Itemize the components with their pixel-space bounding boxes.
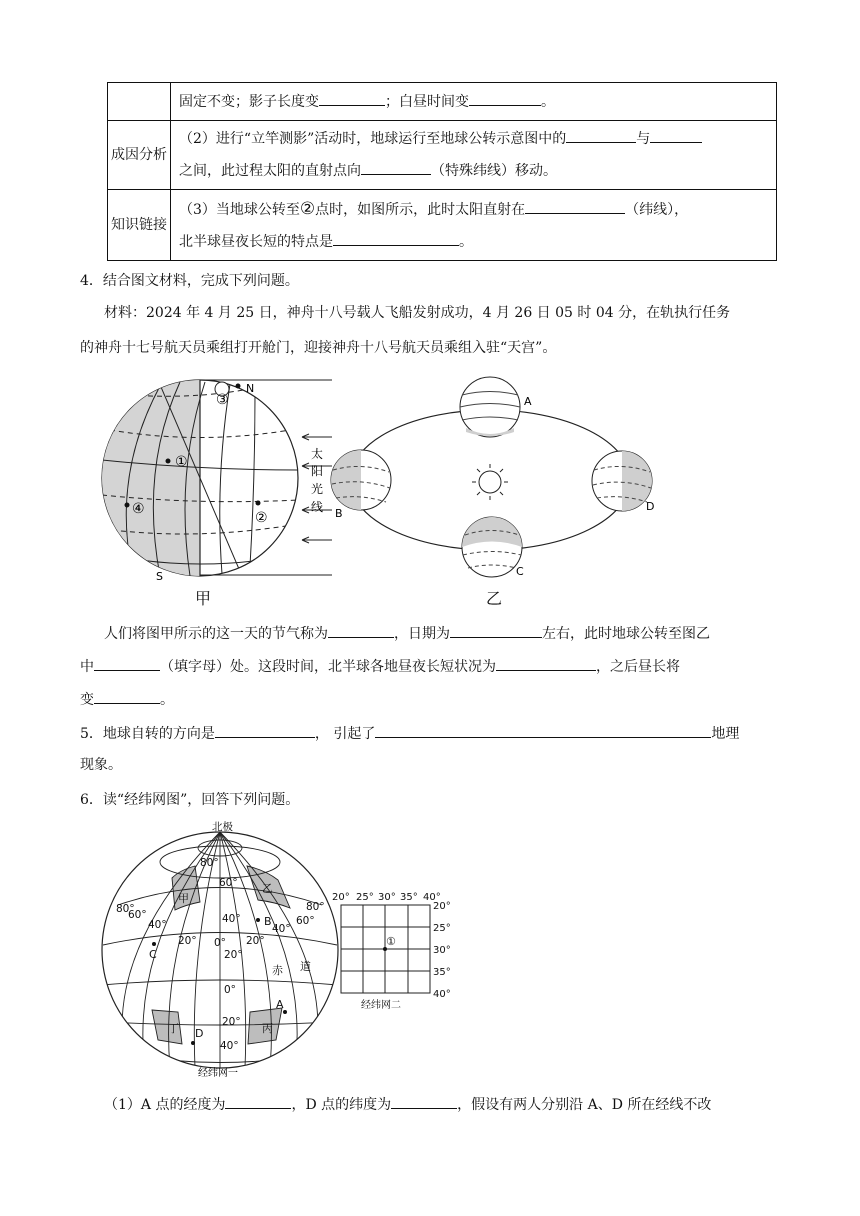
latitude-label: 20° <box>224 949 243 961</box>
text: ，D 点的纬度为 <box>291 1097 392 1113</box>
longitude-label: 35° <box>400 892 418 903</box>
circled-number: ② <box>299 198 316 219</box>
text: 。 <box>541 93 555 110</box>
south-label: S <box>156 570 163 583</box>
sun-icon <box>472 464 508 500</box>
earth-position-b <box>331 450 391 510</box>
latitude-label: 40° <box>220 1040 239 1052</box>
region-yi-label: 乙 <box>262 882 273 895</box>
longitude-label: 20° <box>178 935 197 947</box>
longitude-label: 20° <box>246 935 265 947</box>
sunlight-text: 光 <box>311 482 324 496</box>
text: 。 <box>459 233 473 250</box>
question-4-line <box>80 655 680 677</box>
longitude-label: 25° <box>356 892 374 903</box>
text: 中 <box>80 659 94 675</box>
table-row <box>108 83 777 121</box>
answer-blank[interactable] <box>215 722 315 738</box>
latitude-label: 35° <box>433 967 451 978</box>
position-b-label: B <box>335 507 343 520</box>
text: 左右，此时地球公转至图乙 <box>542 626 710 642</box>
question-6-title: 6．读“经纬网图”，回答下列问题。 <box>80 792 300 808</box>
question-5-line <box>80 722 739 744</box>
text: 与 <box>636 131 651 147</box>
answer-table <box>107 82 777 261</box>
point-1-label: ① <box>386 935 396 948</box>
answer-blank[interactable] <box>525 198 625 214</box>
point-2-label: ② <box>255 510 268 526</box>
region-jia-label: 甲 <box>178 892 189 905</box>
answer-blank[interactable] <box>566 127 636 143</box>
text: （3）当地球公转至 <box>179 201 300 218</box>
question-4-line <box>104 622 710 644</box>
answer-blank[interactable] <box>361 159 431 175</box>
answer-blank[interactable] <box>225 1093 291 1109</box>
figure-jia <box>95 372 340 587</box>
figure-jia-caption: 甲 <box>195 589 212 608</box>
point-d-label: D <box>195 1027 204 1040</box>
text: ，之后昼长将 <box>596 659 680 675</box>
text: 。 <box>160 692 174 708</box>
sunlight-text: 太 <box>311 447 324 461</box>
night-side <box>95 372 200 587</box>
text: （纬线）， <box>625 201 689 218</box>
sunlight-text: 阳 <box>311 464 324 478</box>
answer-blank[interactable] <box>391 1093 457 1109</box>
table-row-content <box>171 190 777 261</box>
longitude-label: 40° <box>272 923 291 935</box>
answer-blank[interactable] <box>650 127 702 143</box>
longitude-label: 0° <box>214 937 226 949</box>
answer-blank[interactable] <box>94 655 160 671</box>
longitude-label: 80° <box>116 903 135 915</box>
text: （填字母）处。这段时间，北半球各地昼夜长短状况为 <box>160 659 496 675</box>
text: ， 引起了 <box>314 726 376 742</box>
text: 地理 <box>711 726 740 742</box>
point-4-label: ④ <box>132 501 145 517</box>
answer-blank[interactable] <box>450 622 542 638</box>
answer-blank[interactable] <box>496 655 596 671</box>
text: 变 <box>80 692 94 708</box>
text: 之间，此过程太阳的直射点向 <box>179 163 361 179</box>
longitude-label: 20° <box>332 892 350 903</box>
latitude-label: 25° <box>433 923 451 934</box>
longitude-label: 40° <box>148 919 167 931</box>
lat-long-map-1 <box>96 818 346 1080</box>
table-row-label: 成因分析 <box>108 121 171 190</box>
north-pole-label: 北极 <box>212 821 233 833</box>
latitude-label: 40° <box>433 989 451 1000</box>
table-row-label: 知识链接 <box>108 190 171 261</box>
equator-label: 道 <box>300 960 311 973</box>
table-row-content <box>171 121 777 190</box>
latitude-label: 60° <box>219 877 238 889</box>
point-b-label: B <box>264 915 272 928</box>
text: 5．地球自转的方向是 <box>80 726 215 742</box>
map-1-caption: 经纬网一 <box>198 1068 238 1079</box>
longitude-label: 40° <box>423 892 441 903</box>
longitude-label: 30° <box>378 892 396 903</box>
text: 固定不变；影子长度变 <box>179 93 319 110</box>
point-1-label: ① <box>175 454 188 470</box>
point-3-label: ③ <box>216 392 229 408</box>
position-c-label: C <box>516 565 524 578</box>
text: ，日期为 <box>394 626 450 642</box>
earth-position-a <box>460 377 520 437</box>
longitude-label: 60° <box>296 915 315 927</box>
position-d-label: D <box>646 500 655 513</box>
question-4-line <box>80 688 174 710</box>
latitude-label: 80° <box>200 857 219 869</box>
text: 人们将图甲所示的这一天的节气称为 <box>104 626 328 642</box>
table-row-label <box>108 83 171 121</box>
point-c-label: C <box>149 948 157 961</box>
latitude-label: 30° <box>433 945 451 956</box>
text: （特殊纬线）移动。 <box>431 163 557 179</box>
question-6-sub1 <box>104 1093 711 1115</box>
position-a-label: A <box>524 395 532 408</box>
map-2-caption: 经纬网二 <box>361 1000 401 1011</box>
sunlight-text: 线 <box>311 500 324 514</box>
earth-position-c <box>462 517 522 577</box>
equator-label: 赤 <box>272 964 283 977</box>
point-a-label: A <box>276 998 284 1011</box>
question-4-title: 4．结合图文材料，完成下列问题。 <box>80 273 299 289</box>
text: 点时，如图所示，此时太阳直射在 <box>315 201 526 218</box>
figure-yi-caption: 乙 <box>486 589 503 608</box>
text: （2）进行“立竿测影”活动时，地球运行至地球公转示意图中的 <box>179 131 567 147</box>
answer-blank[interactable] <box>375 722 711 738</box>
material-line: 材料：2024 年 4 月 25 日，神舟十八号载人飞船发射成功，4 月 26 日 05 时 04 分，在轨执行任务 <box>104 305 731 321</box>
answer-blank[interactable] <box>333 230 459 246</box>
table-row-content <box>171 83 777 121</box>
longitude-label: 80° <box>306 901 325 913</box>
region-bing-label: 丙 <box>262 1022 273 1035</box>
latitude-label: 20° <box>222 1016 241 1028</box>
table-row <box>108 121 777 190</box>
material-line: 的神舟十七号航天员乘组打开舱门，迎接神舟十八号航天员乘组入驻“天宫”。 <box>80 340 557 356</box>
earth-position-d <box>592 451 655 513</box>
figure-yi <box>330 372 660 587</box>
text: ，假设有两人分别沿 A、D 所在经线不改 <box>457 1097 712 1113</box>
text: （1）A 点的经度为 <box>104 1097 226 1113</box>
table-row <box>108 190 777 261</box>
longitude-label: 60° <box>128 909 147 921</box>
region-ding-label: 丁 <box>168 1022 179 1035</box>
latitude-label: 20° <box>433 901 451 912</box>
text: ；白昼时间变 <box>385 93 469 110</box>
latitude-label: 0° <box>224 984 236 996</box>
question-5-line: 现象。 <box>80 757 122 773</box>
text: 北半球昼夜长短的特点是 <box>179 233 333 250</box>
north-label: N <box>246 382 255 395</box>
answer-blank[interactable] <box>319 90 385 106</box>
answer-blank[interactable] <box>328 622 394 638</box>
lat-long-map-2 <box>330 880 460 1012</box>
latitude-label: 40° <box>222 913 241 925</box>
answer-blank[interactable] <box>469 90 541 106</box>
answer-blank[interactable] <box>94 688 160 704</box>
